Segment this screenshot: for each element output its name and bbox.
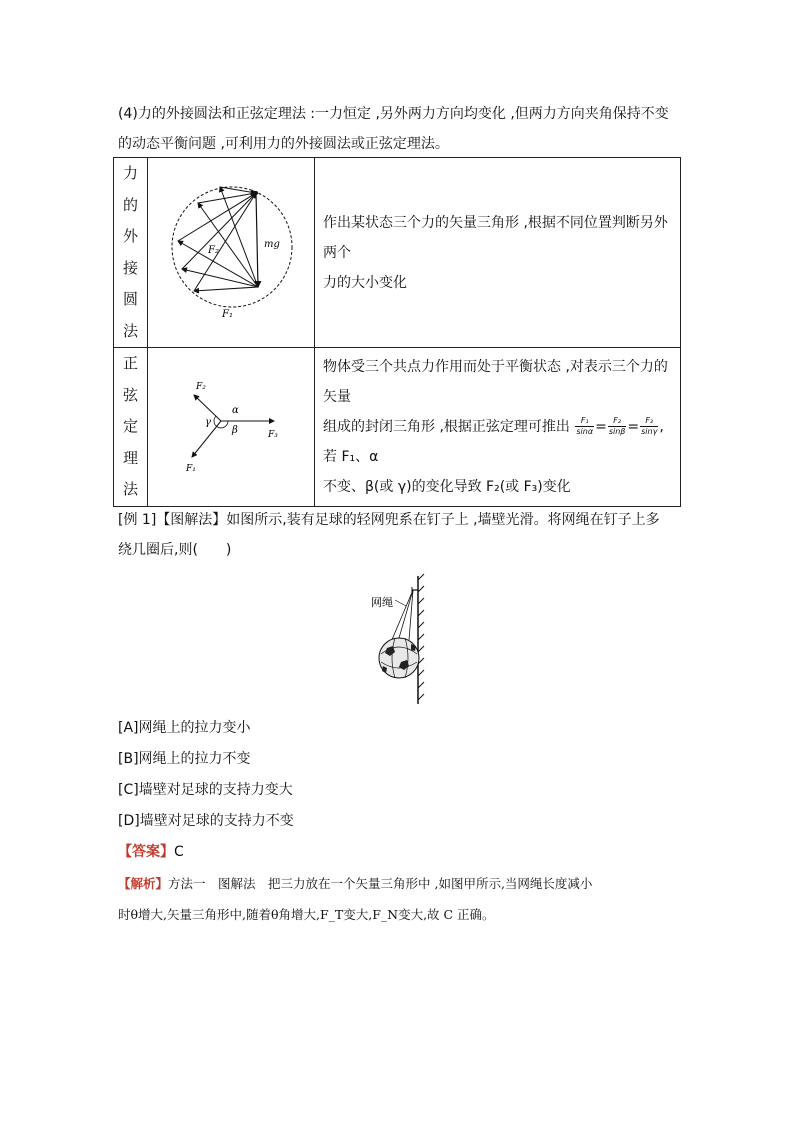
- circle-figure-cell: [148, 158, 315, 348]
- frac3-denominator: sinγ: [641, 427, 658, 437]
- example-text-1: 如图所示,装有足球的轻网兜系在钉子上 ,墙壁光滑。将网绳在钉子上多: [226, 512, 660, 528]
- analysis-tag: 【解析】: [118, 876, 169, 891]
- row2-label-char: 法: [122, 480, 138, 498]
- sine-f2-label: F₂: [196, 381, 206, 392]
- row1-desc-line-2: 力的大小变化: [323, 274, 407, 291]
- intro-line-1: (4)力的外接圆法和正弦定理法 :一力恒定 ,另外两力方向均变化 ,但两力方向夹角保持不变: [118, 106, 669, 122]
- row2-desc-text-b: ,若 F₁、α: [323, 418, 664, 465]
- frac1-denominator: sinα: [576, 427, 594, 437]
- concurrent-forces-diagram: [176, 375, 286, 475]
- option-d: [D]墙壁对足球的支持力不变: [118, 813, 294, 829]
- option-a: [A]网绳上的拉力变小: [118, 720, 251, 736]
- net-rope-label: 网绳: [371, 596, 393, 609]
- row2-label-char: 定: [122, 417, 138, 435]
- methods-table: [113, 157, 681, 507]
- row1-label-char: 圆: [122, 290, 138, 308]
- table-row-sine: [114, 348, 681, 507]
- row2-desc-line-2: 组成的封闭三角形 ,根据正弦定理可推出 $\frac{\text{F₁}}{\sin\alpha}$ = $\frac{\text{F₂}}{\sin\beta}$ = $\frac{\text{F₃}}{\sin\gamma}$ ,若 F₁、α: [323, 416, 664, 465]
- circle-f1-label: F₁: [222, 308, 233, 320]
- row1-label: [114, 158, 148, 348]
- frac2-numerator: F₂: [608, 416, 627, 427]
- row2-description: [315, 348, 681, 507]
- row1-label-char: 外: [122, 227, 138, 245]
- row2-label: [114, 348, 148, 507]
- frac3-numerator: F₃: [640, 416, 658, 427]
- frac2-denominator: sinβ: [608, 427, 626, 437]
- option-c: [C]墙壁对足球的支持力变大: [118, 782, 293, 798]
- example-line-1: [118, 510, 660, 530]
- example-line-2: 绕几圈后,则( ): [118, 542, 232, 558]
- row1-description: [315, 158, 681, 348]
- football-net-figure: [365, 570, 435, 706]
- row2-desc-text-a: 组成的封闭三角形 ,根据正弦定理可推出: [323, 418, 570, 435]
- table-row-circle: [114, 158, 681, 348]
- row2-desc-line-3: 不变、β(或 γ)的变化导致 F₂(或 F₃)变化: [323, 478, 571, 495]
- analysis-line-1: [118, 874, 592, 894]
- sine-alpha-label: α: [232, 404, 239, 416]
- fraction-f1-sin-alpha: [575, 416, 594, 437]
- intro-line-2: 的动态平衡问题 ,可利用力的外接圆法或正弦定理法。: [118, 136, 449, 152]
- circle-mg-label: mg: [264, 238, 280, 250]
- circle-f2-label: F₂: [208, 244, 219, 256]
- fraction-f2-sin-beta: [608, 416, 627, 437]
- row1-label-char: 力: [122, 164, 138, 182]
- analysis-text-1: 方法一 图解法 把三力放在一个矢量三角形中 ,如图甲所示,当网绳长度减小: [168, 876, 593, 891]
- fraction-f3-sin-gamma: [640, 416, 658, 437]
- row1-label-char: 法: [122, 321, 138, 340]
- sine-beta-label: β: [232, 424, 238, 436]
- answer-line: [118, 842, 184, 862]
- sine-f1-label: F₁: [186, 463, 196, 474]
- answer-tag: 【答案】: [118, 844, 174, 860]
- sine-gamma-label: γ: [205, 416, 211, 428]
- row1-label-char: 的: [122, 195, 138, 214]
- sine-f3-label: F₃: [268, 429, 278, 440]
- row2-label-char: 弦: [122, 385, 138, 404]
- example-tag: [例 1]: [118, 512, 157, 528]
- example-method: 【图解法】: [156, 512, 227, 528]
- sine-figure-cell: [148, 348, 315, 507]
- row1-label-char: 接: [122, 258, 138, 277]
- answer-value: C: [174, 844, 184, 860]
- circumcircle-diagram: [166, 171, 296, 331]
- analysis-line-2: 时θ增大,矢量三角形中,随着θ角增大,F_T变大,F_N变大,故 C 正确。: [118, 907, 495, 922]
- row2-label-char: 正: [122, 354, 138, 372]
- row1-desc-line-1: 作出某状态三个力的矢量三角形 ,根据不同位置判断另外两个: [323, 214, 668, 261]
- frac1-numerator: F₁: [575, 416, 594, 427]
- option-b: [B]网绳上的拉力不变: [118, 751, 251, 767]
- row2-label-char: 理: [122, 448, 138, 467]
- row2-desc-line-1: 物体受三个共点力作用而处于平衡状态 ,对表示三个力的矢量: [323, 358, 668, 405]
